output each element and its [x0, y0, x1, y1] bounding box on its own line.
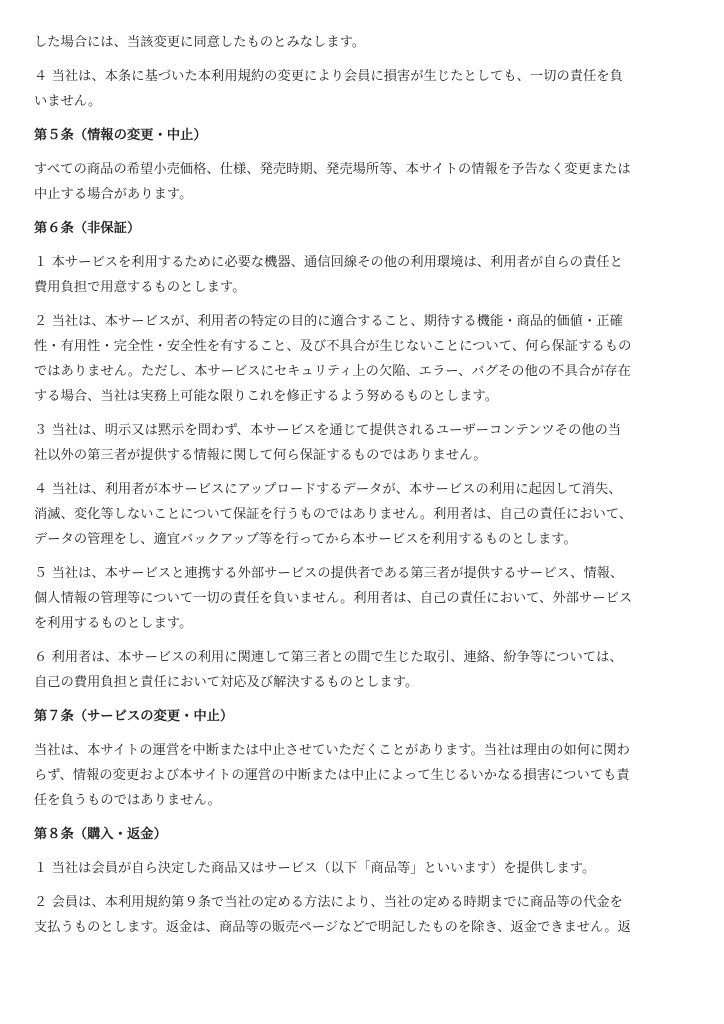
paragraph: ５ 当社は、本サービスと連携する外部サービスの提供者である第三者が提供するサービス、情報、 個人情報の管理等について一切の責任を負いません。利用者は、自己の責任において、外部サービス を利用するものとします。	[34, 566, 633, 631]
paragraph: １ 本サービスを利用するために必要な機器、通信回線その他の利用環境は、利用者が自らの責任と 費用負担で用意するものとします。	[34, 255, 623, 295]
paragraph: ３ 当社は、明示又は黙示を問わず、本サービスを通じて提供されるユーザーコンテンツその他の当 社以外の第三者が提供する情報に関して何ら保証するものではありません。	[34, 423, 622, 463]
article-heading: 第６条（非保証）	[34, 221, 141, 236]
paragraph: 当社は、本サイトの運営を中断または中止させていただくことがあります。当社は理由の如何に関わ らず、情報の変更および本サイトの運営の中断または中止によって生じるいかなる損害についても責 任を負うものではありません。	[34, 743, 630, 808]
paragraph: ２ 当社は、本サービスが、利用者の特定の目的に適合すること、期待する機能・商品的価値・正確 性・有用性・完全性・安全性を有すること、及び不具合が生じないことについて、何ら保証するもの ではありません。ただし、本サービスにセキュリティ上の欠陥、エラー、バグその他の不具合が存在 する場合、当社は実務上可能な限りこれを修正するよう努めるものとします。	[34, 314, 632, 404]
paragraph: ４ 当社は、本条に基づいた本利用規約の変更により会員に損害が生じたとしても、一切の責任を負 いません。	[34, 69, 623, 109]
paragraph: ２ 会員は、本利用規約第９条で当社の定める方法により、当社の定める時期までに商品等の代金を 支払うものとします。返金は、商品等の販売ページなどで明記したものを除き、返金できません。返	[34, 895, 631, 935]
paragraph: すべての商品の希望小売価格、仕様、発売時期、発売場所等、本サイトの情報を予告なく変更または 中止する場合があります。	[34, 162, 631, 202]
article-heading: 第８条（購入・返金）	[34, 827, 167, 842]
article-heading: 第５条（情報の変更・中止）	[34, 128, 207, 143]
article-heading: 第７条（サービスの変更・中止）	[34, 709, 234, 724]
paragraph: ４ 当社は、利用者が本サービスにアップロードするデータが、本サービスの利用に起因して消失、 消滅、変化等しないことについて保証を行うものではありません。利用者は、自己の責任において、 データの管理をし、適宜バックアップ等を行ってから本サービスを利用するものとします。	[34, 482, 633, 547]
paragraph: ６ 利用者は、本サービスの利用に関連して第三者との間で生じた取引、連絡、紛争等については、 自己の費用負担と責任において対応及び解決するものとします。	[34, 650, 623, 690]
paragraph: した場合には、当該変更に同意したものとみなします。	[34, 35, 366, 50]
paragraph: １ 当社は会員が自ら決定した商品又はサービス（以下「商品等」といいます）を提供します。	[34, 861, 596, 876]
